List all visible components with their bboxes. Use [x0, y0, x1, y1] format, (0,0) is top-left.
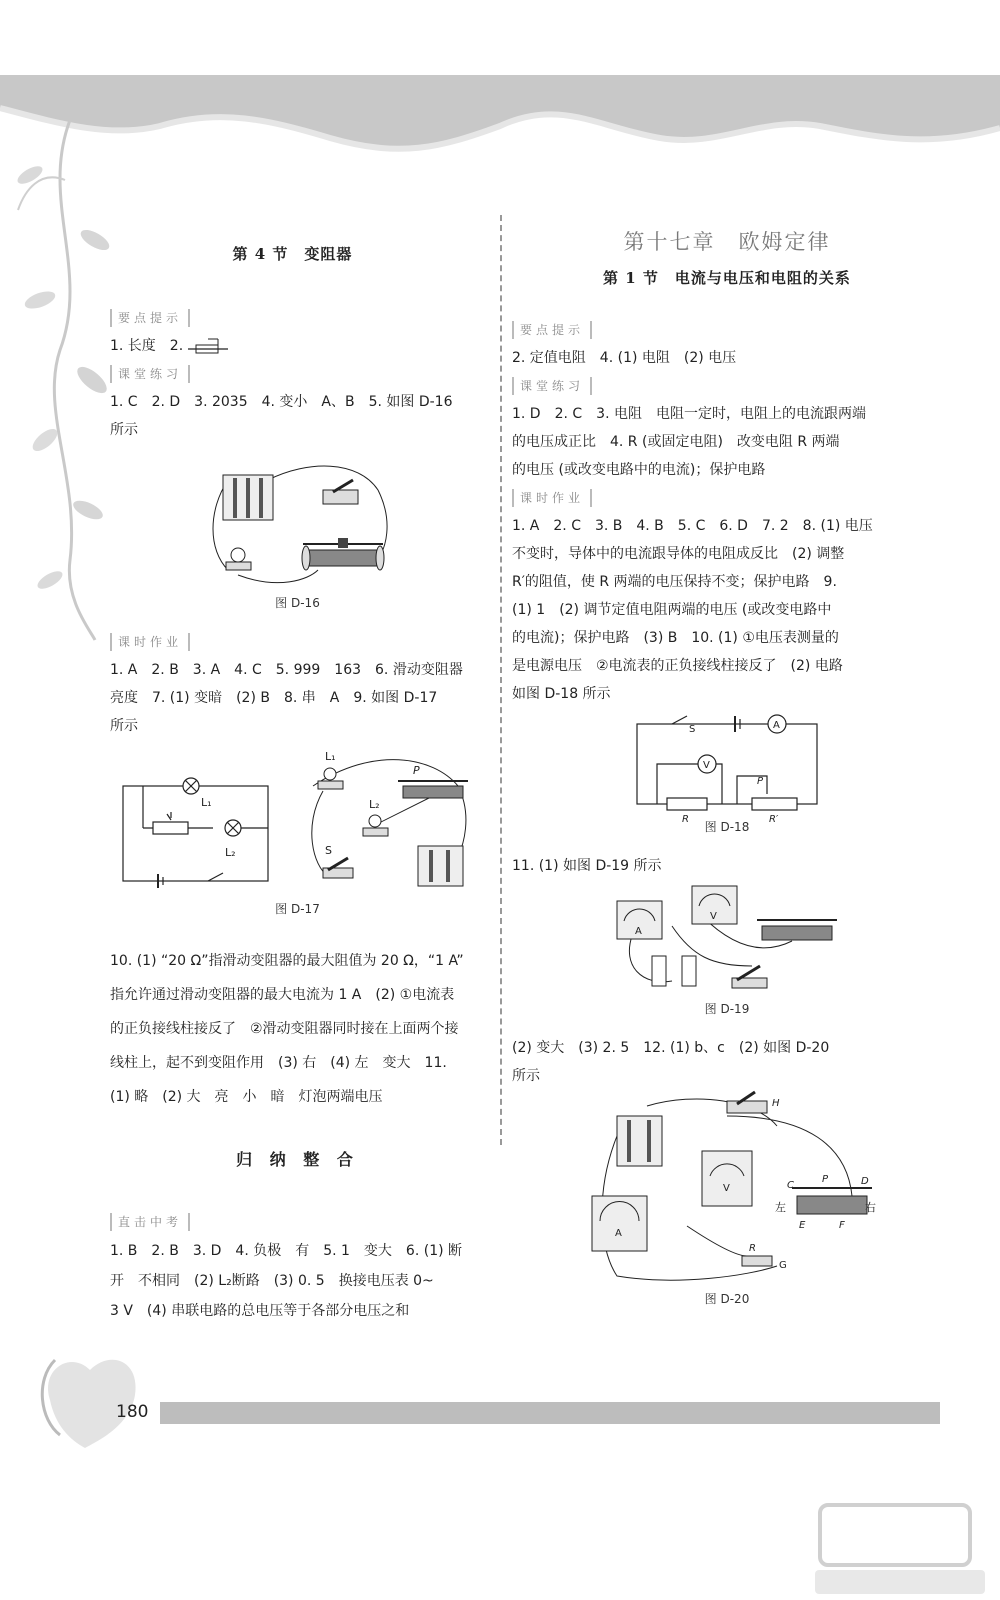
q12-line: 所示	[512, 1068, 540, 1084]
homework-line: 所示	[110, 718, 138, 734]
footer-decoration	[30, 1340, 180, 1450]
q12-line: (2) 变大 (3) 2. 5 12. (1) b、c (2) 如图 D-20	[512, 1040, 830, 1056]
label-l2: L₂	[224, 846, 236, 859]
right-column	[512, 228, 942, 1310]
q11-line: 11. (1) 如图 D-19 所示	[512, 858, 662, 874]
summary-title: 归 纳 整 合	[236, 1150, 359, 1169]
voltmeter-icon: V	[723, 1183, 730, 1194]
tag-key-points-left: 要点提示	[110, 309, 190, 327]
footer-band	[160, 1402, 940, 1424]
watermark-logo	[810, 1490, 990, 1600]
homework-line: 如图 D-18 所示	[512, 686, 611, 702]
physical-circuit-d17	[311, 760, 467, 886]
key-points-text: 1. 长度 2.	[110, 338, 184, 354]
tag-homework-left: 课时作业	[110, 633, 190, 651]
switch-icon	[323, 480, 358, 504]
label-l1-physical: L₁	[324, 750, 336, 763]
ammeter-icon: A	[615, 1228, 622, 1239]
label-right: 右	[865, 1201, 876, 1214]
label-s: S	[324, 844, 332, 857]
homework-line: 1. A 2. C 3. B 4. B 5. C 6. D 7. 2 8. (1) 电压	[512, 518, 873, 534]
homework-line: (1) 1 (2) 调节定值电阻两端的电压 (或改变电路中	[512, 602, 832, 618]
label-p: P	[822, 1174, 829, 1185]
voltmeter-icon: V	[703, 760, 710, 771]
q10-line: (1) 略 (2) 大 亮 小 暗 灯泡两端电压	[110, 1089, 383, 1105]
exam-line: 3 V (4) 串联电路的总电压等于各部分电压之和	[110, 1303, 410, 1319]
figure-caption: 图 D-17	[275, 902, 320, 916]
homework-line: 1. A 2. B 3. A 4. C 5. 999 163 6. 滑动变阻器	[110, 662, 463, 678]
section-title-right: 第 1 节 电流与电压和电阻的关系	[603, 269, 851, 287]
homework-line: 亮度 7. (1) 变暗 (2) B 8. 串 A 9. 如图 D-17	[110, 690, 438, 706]
homework-line: 的电流)；保护电路 (3) B 10. (1) ①电压表测量的	[512, 630, 839, 646]
class-practice-line: 1. C 2. D 3. 2035 4. 变小 A、B 5. 如图 D-16	[110, 394, 453, 410]
q10-line: 10. (1) “20 Ω”指滑动变阻器的最大阻值为 20 Ω，“1 A”	[110, 953, 464, 969]
figure-caption: 图 D-18	[704, 820, 750, 834]
tag-class-practice-right: 课堂练习	[512, 377, 592, 395]
battery-icon	[223, 475, 273, 520]
homework-line: 不变时，导体中的电流跟导体的电阻成反比 (2) 调整	[512, 546, 845, 562]
label-e: E	[799, 1220, 806, 1231]
key-points-left	[110, 332, 485, 360]
figure-caption: 图 D-16	[275, 596, 320, 610]
circuit-diagram-d17	[123, 778, 268, 888]
q10-line: 的正负接线柱接反了 ②滑动变阻器同时接在上面两个接	[110, 1021, 459, 1037]
left-column	[110, 240, 485, 1326]
sliding-rheostat-icon	[302, 538, 384, 570]
class-practice-line: 所示	[110, 422, 138, 438]
chapter-title: 第十七章 欧姆定律	[623, 230, 831, 254]
homework-line: R′的阻值，使 R 两端的电压保持不变；保护电路 9.	[512, 574, 837, 590]
q10-line: 线柱上，起不到变阻作用 (3) 右 (4) 左 变大 11.	[110, 1055, 447, 1071]
label-r-prime: R′	[769, 814, 779, 825]
exam-line: 1. B 2. B 3. D 4. 负极 有 5. 1 变大 6. (1) 断	[110, 1243, 463, 1259]
label-r: R	[682, 814, 689, 825]
class-practice-line: 1. D 2. C 3. 电阻 电阻一定时，电阻上的电流跟两端	[512, 406, 866, 422]
label-d: D	[861, 1176, 869, 1187]
class-practice-line: 的电压 (或改变电路中的电流)；保护电路	[512, 462, 766, 478]
figure-d19	[612, 886, 842, 996]
label-p: P	[412, 764, 420, 777]
label-g: G	[779, 1260, 787, 1271]
column-divider	[500, 215, 502, 1145]
bulb-icon	[226, 548, 251, 570]
figure-caption: 图 D-19	[704, 1002, 750, 1016]
figure-d17	[113, 746, 483, 896]
section-title-left: 第 4 节 变阻器	[232, 245, 353, 263]
homework-line: 是电源电压 ②电流表的正负接线柱接反了 (2) 电路	[512, 658, 843, 674]
figure-d20	[577, 1096, 877, 1286]
figure-caption: 图 D-20	[704, 1292, 750, 1306]
tag-key-points-right: 要点提示	[512, 321, 592, 339]
exam-line: 开 不相同 (2) L₂断路 (3) 0. 5 换接电压表 0~	[110, 1273, 434, 1289]
label-h: H	[772, 1098, 780, 1109]
label-left: 左	[775, 1201, 786, 1214]
tag-class-practice-left: 课堂练习	[110, 365, 190, 383]
label-s: S	[689, 724, 696, 735]
label-p: P	[757, 776, 764, 787]
label-f: F	[839, 1220, 845, 1231]
tag-exam: 直击中考	[110, 1213, 190, 1231]
ammeter-icon: A	[635, 926, 642, 937]
tag-homework-right: 课时作业	[512, 489, 592, 507]
label-l1: L₁	[200, 796, 212, 809]
label-c: C	[787, 1180, 794, 1191]
voltmeter-icon: V	[710, 911, 717, 922]
figure-d16	[198, 450, 398, 590]
label-r: R	[749, 1243, 756, 1254]
page-number: 180	[116, 1402, 149, 1422]
key-points-right: 2. 定值电阻 4. (1) 电阻 (2) 电压	[512, 350, 737, 366]
rheostat-symbol-icon	[188, 337, 228, 355]
figure-d18	[627, 714, 827, 825]
ammeter-icon: A	[773, 720, 780, 731]
class-practice-line: 的电压成正比 4. R (或固定电阻) 改变电阻 R 两端	[512, 434, 840, 450]
q10-line: 指允许通过滑动变阻器的最大电流为 1 A (2) ①电流表	[110, 987, 455, 1003]
label-l2-physical: L₂	[368, 798, 380, 811]
